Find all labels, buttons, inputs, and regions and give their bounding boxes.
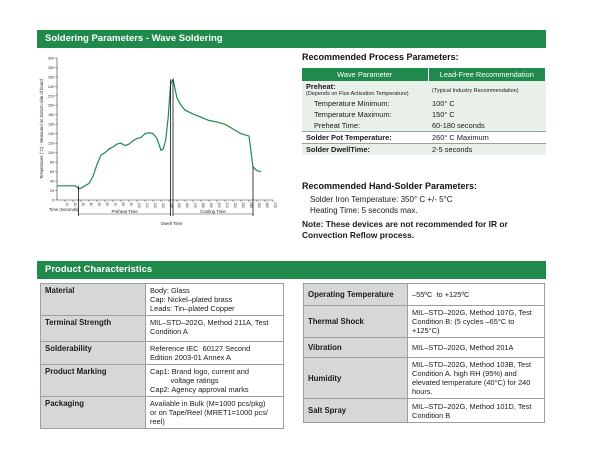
x-tick-label: 50 bbox=[97, 202, 102, 207]
left-characteristic-row bbox=[41, 397, 284, 429]
y-axis-label: Temperature (°C) - Measured on bottom side of board bbox=[39, 79, 44, 179]
y-tick-label: 300 bbox=[48, 56, 54, 61]
characteristics-table-right bbox=[303, 283, 545, 423]
x-tick-label: 40 bbox=[89, 202, 94, 207]
right-characteristic-value: –55ºC to +125ºC bbox=[408, 284, 545, 306]
right-characteristic-value: MIL–STD–202G, Method 103B, Test Condition A. high RH (95%) and elevated temperature (40°C) for 240 hours. bbox=[408, 358, 545, 399]
right-characteristic-value: MIL–STD–202G, Method 107G, Test Condition B: (5 cycles –65°C to +125°C) bbox=[408, 306, 545, 338]
characteristics-table-left bbox=[40, 283, 284, 429]
x-tick-label: 20 bbox=[73, 202, 78, 207]
cooling-time-label: Cooling Time bbox=[200, 208, 226, 214]
x-tick-label: 160 bbox=[185, 202, 190, 209]
y-tick-label: 120 bbox=[48, 141, 54, 146]
x-tick-label: 230 bbox=[241, 202, 246, 209]
heating-time: Heating Time: 5 seconds max. bbox=[310, 206, 418, 215]
left-characteristic-row bbox=[41, 316, 284, 342]
left-characteristic-label: Material bbox=[41, 284, 146, 316]
y-tick-label: 0 bbox=[52, 198, 54, 203]
x-tick-label: 220 bbox=[233, 202, 238, 209]
temp-min-value: 100° C bbox=[428, 98, 545, 109]
x-tick-label: 180 bbox=[201, 202, 206, 209]
right-characteristic-label: Humidity bbox=[304, 358, 408, 399]
recommended-process-title: Recommended Process Parameters: bbox=[302, 52, 459, 62]
y-tick-label: 160 bbox=[48, 122, 54, 127]
right-characteristic-row bbox=[304, 358, 545, 399]
process-parameters-table bbox=[302, 68, 546, 155]
left-characteristic-label: Product Marking bbox=[41, 365, 146, 397]
y-tick-label: 180 bbox=[48, 113, 54, 118]
x-axis-label: Time (Seconds) bbox=[49, 207, 79, 212]
solder-pot-value: 260° C Maximum bbox=[428, 132, 545, 144]
x-tick-label: 120 bbox=[153, 202, 158, 209]
solder-iron-temperature: Solder Iron Temperature: 350° C +/- 5°C bbox=[310, 195, 453, 204]
dwell-time-value: 2-5 seconds bbox=[428, 144, 545, 156]
left-characteristic-value: Body: Glass Cap: Nickel–plated brass Leads: Tin–plated Copper bbox=[146, 284, 284, 316]
x-tick-label: 30 bbox=[81, 202, 86, 207]
x-tick-label: 60 bbox=[105, 202, 110, 207]
left-characteristic-value: MIL–STD–202G, Method 211A, Test Condition A bbox=[146, 316, 284, 342]
y-tick-label: 220 bbox=[48, 94, 54, 99]
x-tick-label: 80 bbox=[121, 202, 126, 207]
x-tick-label: 170 bbox=[193, 202, 198, 209]
x-tick-label: 200 bbox=[217, 202, 222, 209]
y-tick-label: 200 bbox=[48, 103, 54, 108]
left-characteristic-value: Available in Bulk (M=1000 pcs/pkg) or on Tape/Reel (MRET1=1000 pcs/ reel) bbox=[146, 397, 284, 429]
dwell-time-label: Solder DwellTime: bbox=[302, 144, 428, 156]
y-tick-label: 20 bbox=[50, 188, 54, 193]
preheat-rec: (Typical Industry Recommendation) bbox=[428, 81, 545, 98]
right-characteristic-label: Operating Temperature bbox=[304, 284, 408, 306]
header-lead-free: Lead-Free Recommendation bbox=[428, 68, 545, 81]
temp-max-value: 150° C bbox=[428, 109, 545, 120]
dwell-time-label: Dwell Time bbox=[161, 221, 183, 226]
y-tick-label: 60 bbox=[50, 170, 54, 174]
wave-soldering-chart bbox=[37, 52, 287, 232]
x-tick-label: 150 bbox=[177, 202, 182, 209]
x-tick-label: 210 bbox=[225, 202, 230, 209]
y-tick-label: 100 bbox=[48, 151, 54, 156]
right-characteristic-row bbox=[304, 284, 545, 306]
temp-max-label: Temperature Maximum: bbox=[302, 109, 428, 120]
preheat-time-value: 60-180 seconds bbox=[428, 120, 545, 132]
preheat-sub: (Depends on Flux Activation Temperature) bbox=[306, 91, 409, 97]
right-characteristic-row bbox=[304, 338, 545, 358]
right-characteristic-label: Salt Spray bbox=[304, 399, 408, 423]
right-characteristic-value: MIL–STD–202G, Method 101D, Test Condition B bbox=[408, 399, 545, 423]
x-tick-label: 240 bbox=[249, 202, 254, 209]
preheat-time-label: Preheat Time bbox=[111, 208, 138, 214]
x-tick-label: 190 bbox=[209, 202, 214, 209]
x-tick-label: 270 bbox=[273, 202, 278, 209]
x-tick-label: 110 bbox=[145, 202, 150, 208]
x-tick-label: 70 bbox=[113, 202, 118, 207]
left-characteristic-row bbox=[41, 342, 284, 365]
y-tick-label: 40 bbox=[50, 179, 54, 184]
temp-min-label: Temperature Minimum: bbox=[302, 98, 428, 109]
right-characteristic-label: Vibration bbox=[304, 338, 408, 358]
header-wave-parameter: Wave Parameter bbox=[302, 68, 428, 81]
right-characteristic-label: Thermal Shock bbox=[304, 306, 408, 338]
x-tick-label: 140 bbox=[169, 202, 174, 209]
left-characteristic-label: Terminal Strength bbox=[41, 316, 146, 342]
x-tick-label: 260 bbox=[265, 202, 270, 209]
right-characteristic-row bbox=[304, 399, 545, 423]
x-tick-label: 10 bbox=[65, 202, 70, 207]
preheat-label: Preheat: (Depends on Flux Activation Temperature) bbox=[302, 81, 428, 98]
y-tick-label: 240 bbox=[48, 84, 54, 89]
soldering-parameters-banner: Soldering Parameters - Wave Soldering bbox=[37, 30, 546, 48]
left-characteristic-value: Reference IEC 60127 Second Edition 2003-01 Annex A bbox=[146, 342, 284, 365]
right-characteristic-value: MIL–STD–202G, Method 201A bbox=[408, 338, 545, 358]
left-characteristic-row bbox=[41, 365, 284, 397]
hand-solder-title: Recommended Hand-Solder Parameters: bbox=[302, 181, 478, 191]
y-tick-label: 140 bbox=[48, 132, 54, 137]
x-tick-label: 90 bbox=[129, 202, 134, 207]
left-characteristic-label: Solderability bbox=[41, 342, 146, 365]
reflow-note: Note: These devices are not recommended for IR or Convection Reflow process. bbox=[302, 219, 508, 240]
left-characteristic-row bbox=[41, 284, 284, 316]
solder-pot-label: Solder Pot Temperature: bbox=[302, 132, 428, 144]
y-tick-label: 260 bbox=[48, 75, 54, 80]
x-tick-label: 100 bbox=[137, 202, 142, 209]
left-characteristic-value: Cap1: Brand logo, current and voltage ratings Cap2: Agency approval marks bbox=[146, 365, 284, 397]
y-tick-label: 80 bbox=[50, 160, 54, 165]
left-characteristic-label: Packaging bbox=[41, 397, 146, 429]
preheat-time-label: Preheat Time: bbox=[302, 120, 428, 132]
temperature-series-line bbox=[57, 79, 261, 188]
x-tick-label: 250 bbox=[257, 202, 262, 209]
y-tick-label: 280 bbox=[48, 65, 54, 70]
product-characteristics-banner: Product Characteristics bbox=[37, 261, 546, 279]
x-tick-label: 130 bbox=[161, 202, 166, 209]
right-characteristic-row bbox=[304, 306, 545, 338]
